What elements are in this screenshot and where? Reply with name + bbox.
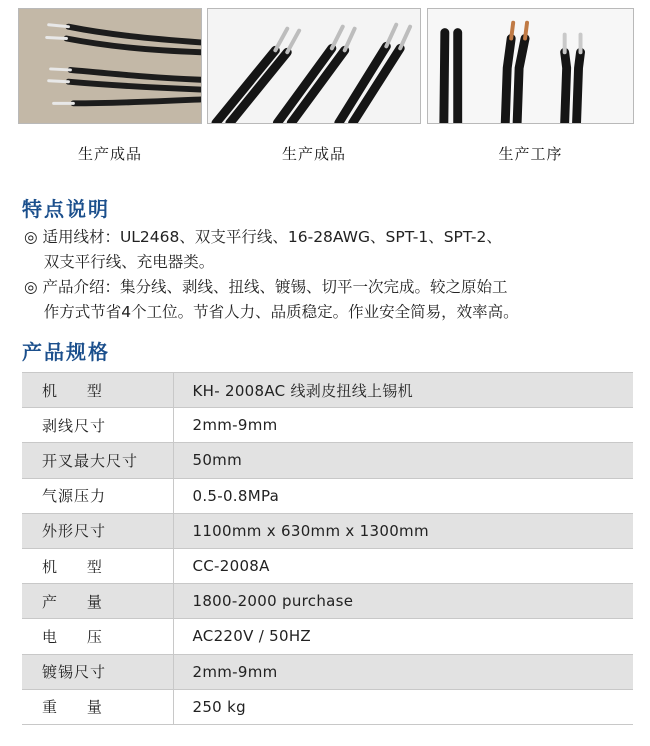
table-row — [22, 373, 633, 408]
product-photos — [18, 8, 634, 126]
table-row — [22, 513, 633, 548]
spec-value: CC-2008A — [173, 548, 633, 583]
feature-line: 双支平行线、充电器类。 — [24, 253, 215, 271]
feature-item-materials — [24, 225, 502, 275]
spec-value: KH- 2008AC 线剥皮扭线上锡机 — [173, 373, 633, 408]
photo-production-process — [427, 8, 634, 124]
table-row — [22, 443, 633, 478]
spec-value: 2mm-9mm — [173, 408, 633, 443]
spec-table — [22, 372, 633, 725]
photo-caption-1: 生产成品 — [77, 145, 142, 163]
spec-label: 机 型 — [22, 373, 173, 408]
spec-value: 1100mm x 630mm x 1300mm — [173, 513, 633, 548]
process-wires-image — [428, 9, 633, 123]
spec-label: 气源压力 — [22, 478, 173, 513]
feature-line: 作方式节省4个工位。节省人力、品质稳定。作业安全简易，效率高。 — [24, 303, 519, 321]
feature-line: ◎ 产品介绍：集分线、剥线、扭线、镀锡、切平一次完成。较之原始工 — [24, 278, 508, 296]
spec-value: 50mm — [173, 443, 633, 478]
table-row — [22, 689, 633, 724]
table-row — [22, 654, 633, 689]
split-wires-image — [208, 9, 420, 123]
table-row — [22, 548, 633, 583]
table-row — [22, 619, 633, 654]
spec-label: 机 型 — [22, 548, 173, 583]
spec-value: 0.5-0.8MPa — [173, 478, 633, 513]
table-row — [22, 408, 633, 443]
spec-value: 250 kg — [173, 689, 633, 724]
table-row — [22, 584, 633, 619]
spec-label: 镀锡尺寸 — [22, 654, 173, 689]
feature-item-introduction — [24, 275, 519, 325]
spec-label: 重 量 — [22, 689, 173, 724]
spec-label: 剥线尺寸 — [22, 408, 173, 443]
spec-label: 开叉最大尺寸 — [22, 443, 173, 478]
spec-value: AC220V / 50HZ — [173, 619, 633, 654]
spec-value: 2mm-9mm — [173, 654, 633, 689]
parallel-wires-image — [19, 9, 201, 123]
features-title: 特点说明 — [22, 197, 110, 221]
photo-caption-2: 生产成品 — [281, 145, 346, 163]
specs-title: 产品规格 — [22, 340, 110, 364]
photo-finished-product-1 — [18, 8, 202, 124]
spec-label: 外形尺寸 — [22, 513, 173, 548]
spec-label: 产 量 — [22, 584, 173, 619]
photo-caption-3: 生产工序 — [498, 145, 563, 163]
photo-finished-product-2 — [207, 8, 421, 124]
spec-label: 电 压 — [22, 619, 173, 654]
feature-line: ◎ 适用线材：UL2468、双支平行线、16-28AWG、SPT-1、SPT-2、 — [24, 228, 502, 246]
table-row — [22, 478, 633, 513]
spec-value: 1800-2000 purchase — [173, 584, 633, 619]
